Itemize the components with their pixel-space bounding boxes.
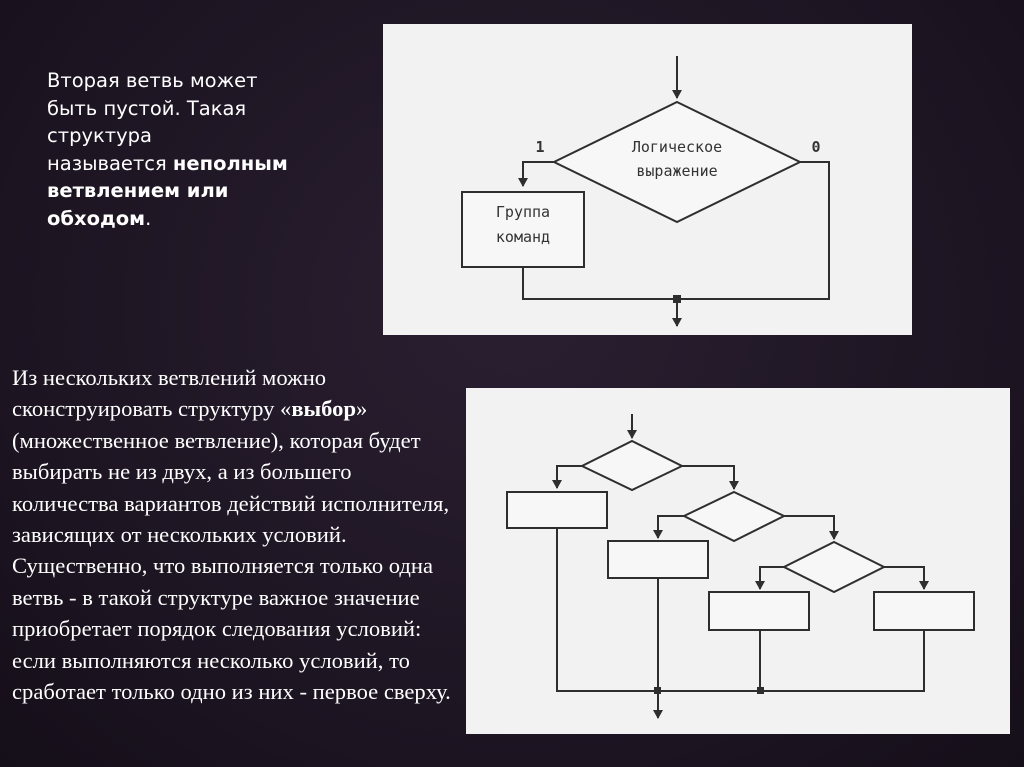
intro-period: . (145, 206, 152, 230)
action-box-2 (608, 541, 708, 578)
intro-line-1: Вторая ветвь может (47, 69, 258, 92)
return-line-3 (658, 630, 760, 691)
condition-diamond-1 (582, 441, 682, 490)
intro-line-3: структура (47, 124, 153, 147)
branch-3-right (884, 567, 924, 589)
true-branch-line (523, 162, 554, 186)
merge-point-2 (757, 687, 764, 694)
condition-diamond-2 (684, 492, 784, 541)
condition-label-1: Логическое (631, 138, 723, 156)
branch-3-left (760, 567, 784, 589)
intro-term-bypass: обходом (47, 206, 146, 230)
body-text (12, 362, 460, 707)
action-box-3 (709, 592, 809, 630)
action-box-1 (507, 492, 607, 528)
flowchart-incomplete-branch (383, 24, 912, 335)
branch-2-left (658, 516, 684, 538)
intro-text (47, 67, 347, 232)
body-part-2: » (множественное ветвление), которая будет выбирать не из двух, а из большего количества вариантов действий исполнителя, зависящих от нескольких условий. Существенно, что выполняется только одна ветвь - в такой структуре важное значение приобретает порядок следования условий: если выполняются несколько условий, то сработает только одно из них - первое сверху. (12, 396, 451, 705)
body-term-choice: выбор (291, 396, 357, 422)
return-line-4 (760, 630, 924, 691)
branch-2-right (784, 516, 834, 539)
merge-line (523, 267, 677, 299)
intro-line-2: быть пустой. Такая (47, 96, 247, 120)
intro-term-incomplete: неполным (172, 151, 288, 175)
branch-1-left (557, 466, 582, 488)
branch-1-right (682, 466, 734, 489)
condition-label-2: выражение (636, 162, 718, 180)
action-box-4 (874, 592, 974, 630)
true-branch-label: 1 (535, 138, 545, 156)
false-branch-label: 0 (811, 138, 821, 156)
action-label-2: команд (495, 228, 551, 246)
intro-term-branching: ветвлением или (47, 179, 229, 202)
condition-diamond-3 (784, 542, 884, 592)
intro-line-4: называется (47, 151, 173, 175)
body-part-1: Из нескольких ветвлений можно сконструировать структуру « (12, 365, 327, 422)
flowchart-multiple-choice (466, 388, 1010, 734)
action-label-1: Группа (495, 203, 551, 221)
incomplete-branch-diagram (383, 24, 912, 335)
multiple-choice-diagram (466, 388, 1010, 734)
